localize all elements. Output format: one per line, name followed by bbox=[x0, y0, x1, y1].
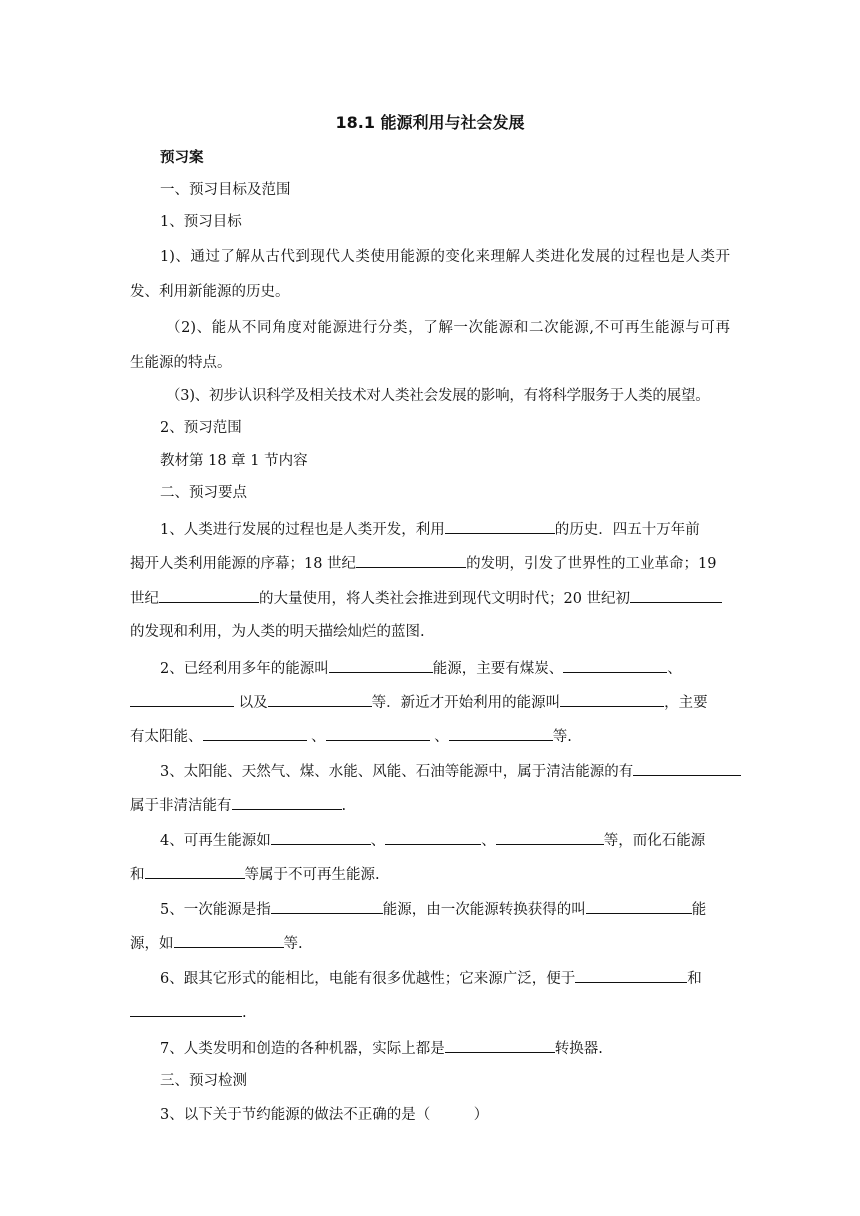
q3-line2 bbox=[130, 795, 730, 816]
q5-text-d: 源，如 bbox=[130, 936, 174, 952]
goal3-line: （3)、初步认识科学及相关技术对人类社会发展的影响，有将科学服务于人类的展望。 bbox=[166, 388, 710, 404]
q4-text-d: 等，而化石能源 bbox=[603, 833, 706, 849]
part1-heading: 一、预习目标及范围 bbox=[160, 182, 291, 198]
q5-text-a: 5、一次能源是指 bbox=[160, 902, 271, 918]
answer-blank[interactable] bbox=[445, 1038, 555, 1053]
q2-text-d: 以及 bbox=[238, 695, 268, 711]
answer-blank[interactable] bbox=[130, 692, 234, 707]
answer-blank[interactable] bbox=[130, 1002, 242, 1017]
q2-line2 bbox=[130, 692, 730, 713]
q4-text-e: 和 bbox=[130, 867, 145, 883]
q2-line3 bbox=[130, 726, 730, 747]
q1-line2 bbox=[130, 553, 730, 574]
answer-blank[interactable] bbox=[496, 830, 604, 845]
q2-text-f: ，主要 bbox=[664, 695, 708, 711]
q4-text-f: 等属于不可再生能源. bbox=[244, 867, 380, 883]
q5-text-b: 能源，由一次能源转换获得的叫 bbox=[382, 902, 586, 918]
q5-line2 bbox=[130, 933, 730, 954]
q1-text-e: 世纪 bbox=[130, 591, 159, 607]
q2-text-g: 有太阳能、 bbox=[130, 729, 203, 745]
q6-text-c: . bbox=[242, 1005, 247, 1021]
answer-blank[interactable] bbox=[356, 553, 466, 568]
q2-text-j: 等. bbox=[552, 729, 572, 745]
q1-text-c: 揭开人类利用能源的序幕；18 世纪 bbox=[130, 556, 357, 572]
answer-blank[interactable] bbox=[560, 692, 664, 707]
page-title: 18.1 能源利用与社会发展 bbox=[335, 113, 525, 132]
q4-text-c: 、 bbox=[481, 833, 496, 849]
q6-line1 bbox=[160, 968, 730, 989]
q6-text-b: 和 bbox=[687, 971, 702, 987]
answer-blank[interactable] bbox=[174, 933, 284, 948]
answer-blank[interactable] bbox=[630, 588, 722, 603]
q2-text-a: 2、已经利用多年的能源叫 bbox=[160, 661, 329, 677]
answer-blank[interactable] bbox=[159, 588, 259, 603]
q4-line2 bbox=[130, 864, 730, 885]
answer-blank[interactable] bbox=[271, 899, 383, 914]
answer-blank[interactable] bbox=[575, 968, 687, 983]
q1-line3 bbox=[130, 588, 730, 609]
range-heading: 2、预习范围 bbox=[160, 420, 242, 436]
answer-blank[interactable] bbox=[268, 692, 372, 707]
q4-text-b: 、 bbox=[370, 833, 386, 849]
q7-line1 bbox=[160, 1038, 730, 1059]
answer-blank[interactable] bbox=[232, 795, 342, 810]
goal1-line1: 1)、通过了解从古代到现代人类使用能源的变化来理解人类进化发展的过程也是人类开 bbox=[160, 249, 730, 265]
answer-blank[interactable] bbox=[586, 899, 692, 914]
answer-blank[interactable] bbox=[563, 658, 667, 673]
q1-text-f: 的大量使用，将人类社会推进到现代文明时代；20 世纪初 bbox=[259, 591, 631, 607]
q6-line2 bbox=[130, 1002, 730, 1023]
q3-line1 bbox=[160, 761, 730, 782]
q2-text-i: 、 bbox=[434, 729, 449, 745]
q7-text-b: 转换器. bbox=[554, 1041, 603, 1057]
q3-text-a: 3、太阳能、天然气、煤、水能、风能、石油等能源中，属于清洁能源的有 bbox=[160, 764, 634, 780]
answer-blank[interactable] bbox=[445, 519, 555, 534]
answer-blank[interactable] bbox=[326, 726, 430, 741]
q5-text-e: 等. bbox=[283, 936, 303, 952]
goal2-line1: （2)、能从不同角度对能源进行分类，了解一次能源和二次能源,不可再生能源与可再 bbox=[166, 320, 730, 336]
q4-text-a: 4、可再生能源如 bbox=[160, 833, 271, 849]
q5-line1 bbox=[160, 899, 730, 920]
part2-heading: 二、预习要点 bbox=[160, 485, 247, 501]
q1-text-b: 的历史．四五十万年前 bbox=[554, 522, 700, 538]
q2-line1 bbox=[160, 658, 730, 679]
answer-blank[interactable] bbox=[271, 830, 371, 845]
section-label: 预习案 bbox=[160, 150, 204, 166]
answer-blank[interactable] bbox=[385, 830, 481, 845]
q1-line1 bbox=[160, 519, 730, 540]
range-text: 教材第 18 章 1 节内容 bbox=[160, 453, 308, 469]
q3-text-b: 属于非清洁能有 bbox=[130, 798, 232, 814]
goal1-line2: 发、利用新能源的历史。 bbox=[130, 284, 290, 300]
q6-text-a: 6、跟其它形式的能相比，电能有很多优越性；它来源广泛，便于 bbox=[160, 971, 576, 987]
q5-text-c: 能 bbox=[691, 902, 707, 918]
part3-q3: 3、以下关于节约能源的做法不正确的是（ ） bbox=[160, 1107, 489, 1123]
q2-text-c: 、 bbox=[667, 661, 682, 677]
answer-blank[interactable] bbox=[449, 726, 553, 741]
answer-blank[interactable] bbox=[145, 864, 245, 879]
answer-blank[interactable] bbox=[633, 761, 741, 776]
answer-blank[interactable] bbox=[329, 658, 433, 673]
q4-line1 bbox=[160, 830, 730, 851]
q3-text-c: . bbox=[341, 798, 347, 814]
answer-blank[interactable] bbox=[203, 726, 307, 741]
part3-heading: 三、预习检测 bbox=[160, 1073, 247, 1089]
goal-heading: 1、预习目标 bbox=[160, 214, 242, 230]
q1-text-a: 1、人类进行发展的过程也是人类开发，利用 bbox=[160, 522, 445, 538]
q7-text-a: 7、人类发明和创造的各种机器，实际上都是 bbox=[160, 1041, 445, 1057]
q2-text-b: 能源，主要有煤炭、 bbox=[432, 661, 564, 677]
q2-text-e: 等．新近才开始利用的能源叫 bbox=[371, 695, 561, 711]
q2-text-h: 、 bbox=[311, 729, 326, 745]
q1-line4: 的发现和利用，为人类的明天描绘灿烂的蓝图. bbox=[130, 624, 425, 640]
goal2-line2: 生能源的特点。 bbox=[130, 355, 232, 371]
q1-text-d: 的发明，引发了世界性的工业革命；19 bbox=[466, 556, 717, 572]
